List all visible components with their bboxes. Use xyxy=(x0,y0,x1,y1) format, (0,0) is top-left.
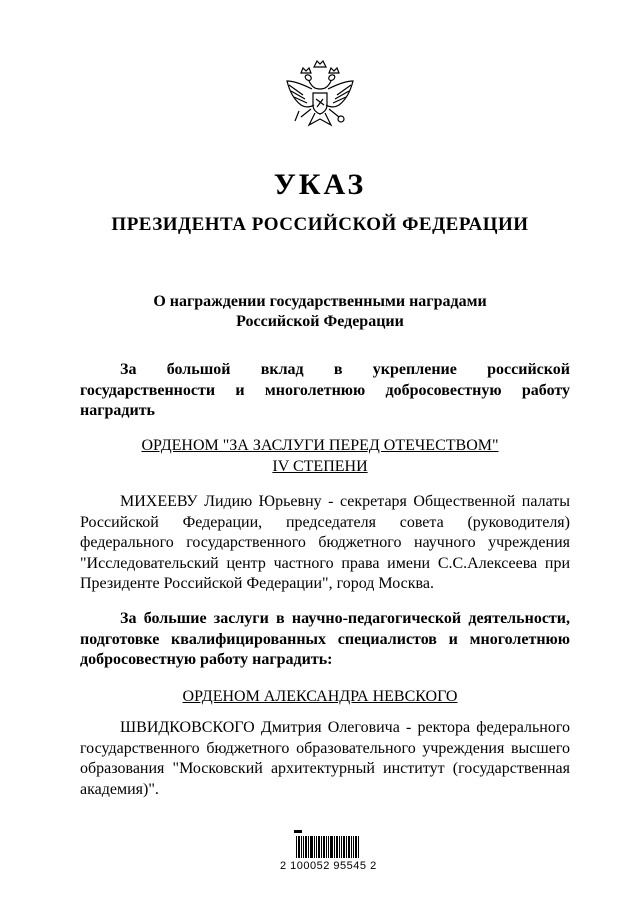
barcode-number: 2 100052 95545 2 xyxy=(280,860,377,872)
section1-recipient: МИХЕЕВУ Лидию Юрьевну - секретаря Общественной палаты Российской Федерации, председателя совета (руководителя) федерального государственного бюджетного научного учреждения "Исследовательский центр частного права имени С.С.Алексеева при Президенте Российской Федерации", город Москва. xyxy=(80,493,570,592)
decree-heading-line1: О награждении государственными наградами xyxy=(153,293,487,310)
section1-order xyxy=(0,436,640,477)
page-title: УКАЗ xyxy=(273,168,367,201)
section1-intro: За большой вклад в укрепление российской государственности и многолетнюю добросовестную работу наградить xyxy=(80,361,570,419)
decree-heading-line2: Российской Федерации xyxy=(236,313,404,330)
coat-of-arms-icon xyxy=(279,55,361,140)
section2-order xyxy=(0,687,640,708)
section1-order-line1: ОРДЕНОМ "ЗА ЗАСЛУГИ ПЕРЕД ОТЕЧЕСТВОМ" xyxy=(141,437,499,454)
page-subtitle: ПРЕЗИДЕНТА РОССИЙСКОЙ ФЕДЕРАЦИИ xyxy=(111,214,529,235)
decree-heading xyxy=(0,292,640,332)
section2-intro: За большие заслуги в научно-педагогической деятельности, подготовке квалифицированных специалистов и многолетнюю добросовестную работу наградить: xyxy=(80,610,570,668)
section2-recipient: ШВИДКОВСКОГО Дмитрия Олеговича - ректора федерального государственного бюджетного образовательного учреждения высшего образования "Московский архитектурный институт (государственная академия)". xyxy=(80,719,570,798)
section2-order-line1: ОРДЕНОМ АЛЕКСАНДРА НЕВСКОГО xyxy=(182,688,458,705)
section1-order-line2: IV СТЕПЕНИ xyxy=(272,457,368,475)
